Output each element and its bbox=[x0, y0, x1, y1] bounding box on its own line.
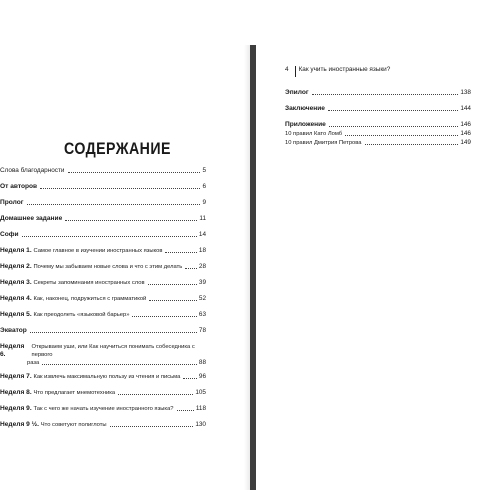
toc-entry bbox=[0, 405, 206, 413]
toc-entry-label: Слова благодарности bbox=[0, 167, 65, 174]
leader-dots bbox=[132, 316, 196, 317]
toc-entry-prefix: Неделя 2. bbox=[0, 263, 32, 270]
toc-entry-page: 11 bbox=[199, 215, 206, 222]
toc-entry-text: Почему мы забываем новые слова и что с этим делать bbox=[33, 264, 183, 270]
toc-entry-label bbox=[0, 263, 182, 271]
toc-entry-label bbox=[0, 279, 145, 287]
toc-entry-page: 118 bbox=[195, 405, 206, 412]
toc-entry bbox=[285, 89, 471, 97]
leader-dots bbox=[110, 426, 194, 427]
toc-entry-prefix: Неделя 1. bbox=[0, 247, 32, 254]
toc-entry bbox=[0, 215, 206, 223]
toc-entry-prefix: Неделя 4. bbox=[0, 295, 32, 302]
toc-entry-label bbox=[0, 295, 146, 303]
toc-entry-text: Секреты запоминания иностранных слов bbox=[33, 280, 145, 286]
toc-entry bbox=[0, 167, 206, 175]
toc-entry-text-cont: раза bbox=[27, 360, 40, 366]
toc-entry-prefix: Неделя 8. bbox=[0, 389, 32, 396]
toc-entry-label: Экватор bbox=[0, 327, 27, 334]
toc-entry-label: Заключение bbox=[285, 105, 325, 112]
leader-dots bbox=[40, 188, 200, 189]
leader-dots bbox=[177, 410, 194, 411]
toc-entry-text: Что советуют полиглоты bbox=[40, 422, 107, 428]
toc-entry-label: 10 правил Дмитрия Петрова bbox=[285, 140, 362, 146]
leader-dots bbox=[68, 172, 201, 173]
toc-entry bbox=[285, 139, 471, 147]
toc-entry bbox=[0, 421, 206, 429]
toc-entry-page: 138 bbox=[460, 89, 471, 96]
toc-entry bbox=[0, 311, 206, 319]
toc-list-continued bbox=[285, 89, 471, 147]
toc-entry-page: 63 bbox=[198, 311, 206, 318]
leader-dots bbox=[118, 394, 193, 395]
leader-dots bbox=[27, 204, 201, 205]
toc-entry-prefix: Неделя 9. bbox=[0, 405, 32, 412]
toc-entry-label: Пролог bbox=[0, 199, 24, 206]
toc-entry-page: 96 bbox=[198, 373, 206, 380]
leader-dots bbox=[165, 252, 196, 253]
toc-entry-label: От авторов bbox=[0, 183, 38, 190]
toc-entry-label bbox=[0, 389, 115, 397]
toc-entry-page: 5 bbox=[202, 167, 206, 174]
toc-list bbox=[0, 167, 206, 429]
toc-entry bbox=[0, 295, 206, 303]
leader-dots bbox=[328, 110, 458, 111]
running-head-title: Как учить иностранные языки? bbox=[298, 66, 391, 73]
toc-entry-page: 130 bbox=[195, 421, 206, 428]
leader-dots bbox=[22, 236, 197, 237]
toc-entry-label bbox=[0, 311, 129, 319]
toc-entry bbox=[0, 373, 206, 381]
toc-entry-page: 39 bbox=[198, 279, 206, 286]
toc-entry-page: 6 bbox=[202, 183, 206, 190]
toc-entry-page: 88 bbox=[198, 359, 206, 366]
toc-entry-label: 10 правил Като Ломб bbox=[285, 131, 343, 137]
toc-entry-label bbox=[0, 343, 206, 367]
leader-dots bbox=[42, 364, 197, 365]
leader-dots bbox=[329, 126, 459, 127]
toc-entry-text: Самое главное в изучении иностранных языков bbox=[33, 248, 163, 254]
toc-entry-prefix: Неделя 9 ½. bbox=[0, 421, 39, 428]
toc-entry-text: Как, наконец, подружиться с грамматикой bbox=[33, 296, 147, 302]
toc-entry bbox=[0, 327, 206, 335]
toc-entry-page: 9 bbox=[202, 199, 206, 206]
toc-entry bbox=[285, 121, 471, 129]
toc-entry-text: Как преодолеть «языковой барьер» bbox=[33, 312, 130, 318]
toc-entry-page: 52 bbox=[198, 295, 206, 302]
header-divider bbox=[295, 66, 296, 77]
toc-entry bbox=[0, 263, 206, 271]
toc-entry-page: 146 bbox=[460, 121, 471, 128]
leader-dots bbox=[365, 144, 459, 145]
page-title: СОДЕРЖАНИЕ bbox=[64, 140, 171, 158]
leader-dots bbox=[312, 94, 459, 95]
toc-entry-prefix: Неделя 3. bbox=[0, 279, 32, 286]
toc-entry-label: Домашнее задание bbox=[0, 215, 63, 222]
toc-entry-text: Так с чего же начать изучение иностранного языка? bbox=[33, 406, 174, 412]
book-gutter bbox=[250, 45, 256, 490]
toc-entry-prefix: Неделя 5. bbox=[0, 311, 32, 318]
toc-entry-label bbox=[0, 373, 180, 381]
toc-entry bbox=[0, 231, 206, 239]
leader-dots bbox=[185, 268, 197, 269]
toc-entry-page: 105 bbox=[195, 389, 206, 396]
toc-entry-text: Открываем уши, или Как научиться понимать собеседника с первого bbox=[31, 344, 195, 358]
toc-entry-text: Как извлечь максимальную пользу из чтения и письма bbox=[33, 374, 181, 380]
toc-entry-page: 149 bbox=[460, 139, 471, 146]
toc-entry-label bbox=[0, 421, 107, 429]
leader-dots bbox=[149, 300, 197, 301]
toc-entry bbox=[285, 130, 471, 138]
page-number: 4 bbox=[285, 66, 289, 73]
toc-entry-page: 78 bbox=[198, 327, 206, 334]
leader-dots bbox=[30, 332, 197, 333]
toc-entry-label bbox=[0, 247, 162, 255]
toc-entry-label: Приложение bbox=[285, 121, 326, 128]
toc-entry-label: Эпилог bbox=[285, 89, 309, 96]
toc-entry-line1 bbox=[0, 343, 206, 359]
leader-dots bbox=[345, 135, 458, 136]
leader-dots bbox=[148, 284, 197, 285]
toc-entry bbox=[0, 279, 206, 287]
running-header bbox=[285, 66, 390, 73]
toc-entry-page: 14 bbox=[198, 231, 206, 238]
toc-entry-prefix: Неделя 7. bbox=[0, 373, 32, 380]
toc-entry bbox=[0, 343, 206, 367]
toc-entry-label: Софи bbox=[0, 231, 19, 238]
toc-entry-page: 146 bbox=[460, 130, 471, 137]
leader-dots bbox=[65, 220, 197, 221]
toc-entry-line2 bbox=[0, 359, 206, 367]
toc-entry bbox=[0, 247, 206, 255]
toc-entry bbox=[285, 105, 471, 113]
toc-entry-page: 18 bbox=[198, 247, 206, 254]
toc-entry bbox=[0, 389, 206, 397]
toc-entry-page: 144 bbox=[460, 105, 471, 112]
toc-entry-text: Что предлагает мнемотехника bbox=[33, 390, 116, 396]
leader-dots bbox=[183, 378, 197, 379]
toc-entry-page: 28 bbox=[198, 263, 206, 270]
toc-entry bbox=[0, 183, 206, 191]
toc-entry bbox=[0, 199, 206, 207]
toc-entry-label bbox=[0, 405, 174, 413]
toc-entry-prefix: Неделя 6. bbox=[0, 343, 25, 358]
